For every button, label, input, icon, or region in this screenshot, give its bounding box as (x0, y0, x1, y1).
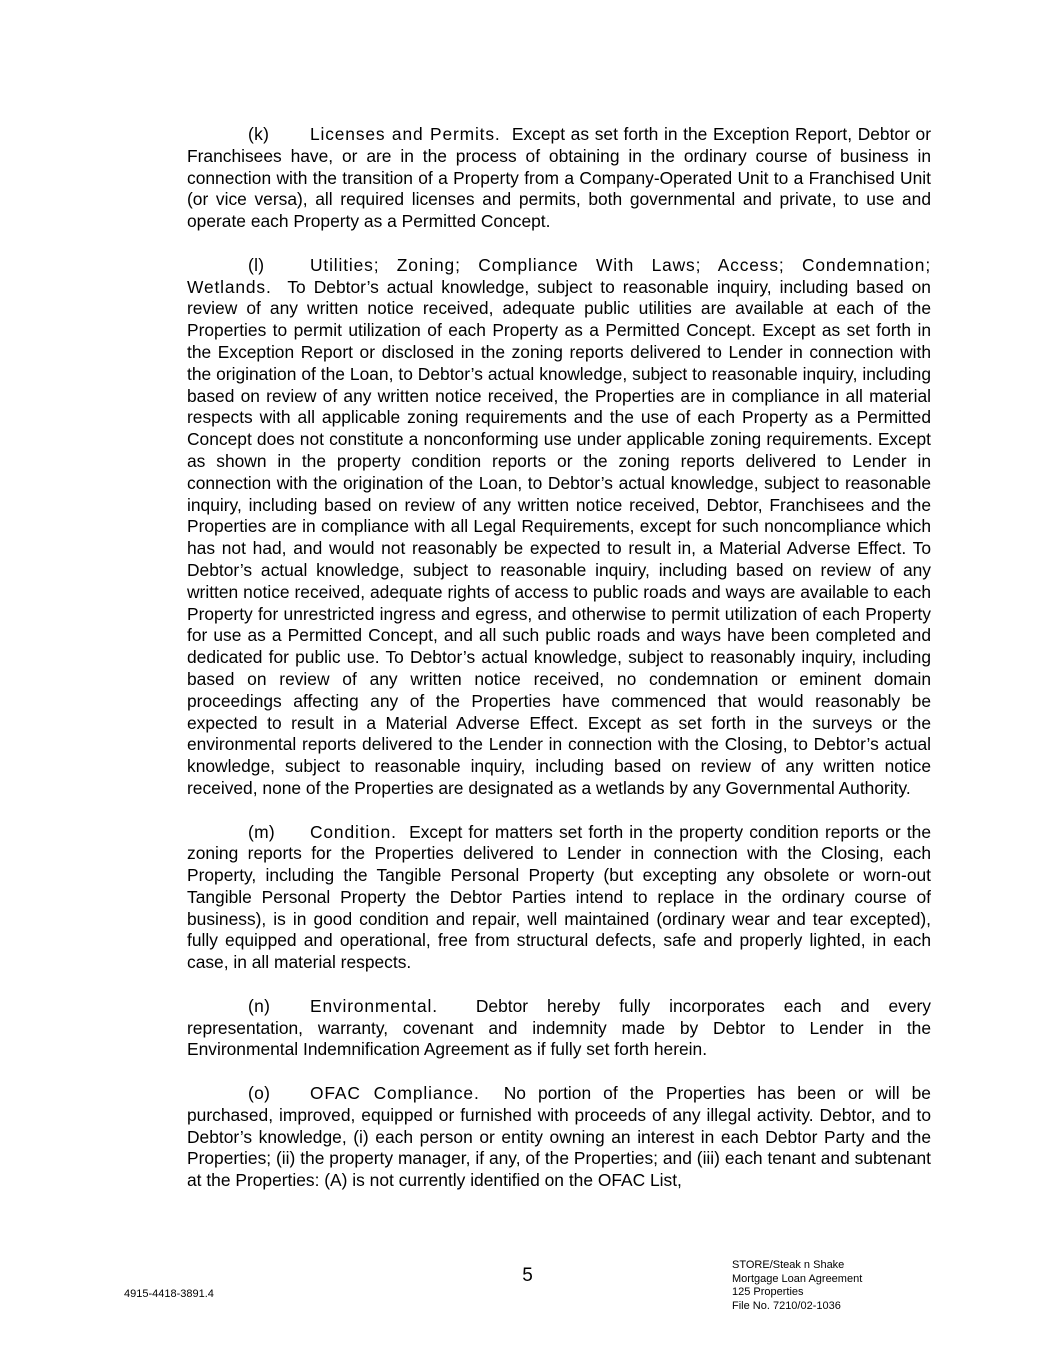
paragraph-heading: OFAC Compliance. (310, 1083, 480, 1104)
document-body (187, 124, 931, 1214)
footer-ref-line: STORE/Steak n Shake (732, 1259, 845, 1271)
paragraph-number: (o) (248, 1083, 271, 1104)
document-id: 4915-4418-3891.4 (124, 1288, 214, 1300)
paragraph-text: Except as set forth in the Exception Report, Debtor or Franchisees have, or are in the process of obtaining in the ordinary course of business in connection with the transition of a Property from a Company-Operated Unit to a Franchised Unit (or vice versa), all required licenses and permits, both governmental and private, to use and operate each Property as a Permitted Concept. (187, 124, 931, 232)
footer-ref-line: 125 Properties (732, 1286, 804, 1298)
paragraph-number: (l) (248, 254, 265, 275)
paragraph-m (187, 822, 931, 975)
footer-ref-line: Mortgage Loan Agreement (732, 1272, 863, 1285)
paragraph-text: No portion of the Properties has been or will be purchased, improved, equipped or furnished with proceeds of any illegal activity. Debtor, and to Debtor’s knowledge, (i) each person or entity owning an interest in each Debtor Party and the Properties; (ii) the property manager, if any, of the Properties; and (iii) each tenant and subtenant at the Properties: (A) is not currently identified on the OFAC List, (187, 1083, 931, 1191)
paragraph-heading: Environmental. (310, 995, 438, 1016)
paragraph-heading: Utilities; Zoning; Compliance With Laws; Access; Condemnation; Wetlands. (187, 254, 931, 297)
paragraph-text: To Debtor’s actual knowledge, subject to reasonable inquiry, including based on review of any written notice received, adequate public utilities are available at each of the Properties to permit utilization of each Property as a Permitted Concept. Except as set forth in the Exception Report or disclosed in the zoning reports delivered to Lender in connection with the origination of the Loan, to Debtor’s actual knowledge, subject to reasonable inquiry, including based on review of any written notice received, the Properties are in compliance in all material respects with all applicable zoning requirements and the use of each Property as a Permitted Concept does not constitute a nonconforming use under applicable zoning requirements. Except as shown in the property condition reports or the zoning reports delivered to Lender in connection with the origination of the Loan, to Debtor’s actual knowledge, subject to reasonable inquiry, including based on review of any written notice received, Debtor, Franchisees and the Properties are in compliance with all Legal Requirements, except for such noncompliance which has not had, and would not reasonably be expected to result in, a Material Adverse Effect. To Debtor’s actual knowledge, subject to reasonable inquiry, including based on review of any written notice received, adequate rights of access to public roads and ways are available to each Property for unrestricted ingress and egress, and otherwise to permit utilization of each Property for use as a Permitted Concept, and all such public roads and ways have been completed and dedicated for public use. To Debtor’s actual knowledge, subject to reasonably inquiry, including based on review of any written notice received, no condemnation or eminent domain proceedings affecting any of the Properties have commenced that would reasonably be expected to result in a Material Adverse Effect. Except as set forth in the surveys or the environmental reports delivered to the Lender in connection with the Closing, to Debtor’s actual knowledge, subject to reasonable inquiry, including based on review of any written notice received, none of the Properties are designated as a wetlands by any Governmental Authority. (187, 276, 931, 798)
paragraph-heading: Licenses and Permits. (310, 124, 501, 144)
paragraph-o (187, 1083, 931, 1192)
paragraph-number: (k) (248, 124, 270, 144)
paragraph-l (187, 255, 931, 800)
paragraph-text: Except for matters set forth in the property condition reports or the zoning reports for the Properties delivered to Lender in connection with the Closing, each Property, including the Tangible Personal Property (but excepting any obsolete or worn-out Tangible Personal Property the Debtor Parties intend to replace in the ordinary course of business), is in good condition and repair, well maintained (ordinary wear and tear excepted), fully equipped and operational, free from structural defects, safe and properly lighted, in each case, in all material respects. (187, 821, 931, 973)
paragraph-n (187, 996, 931, 1061)
paragraph-number: (m) (248, 821, 275, 842)
paragraph-heading: Condition. (310, 821, 397, 842)
paragraph-k (187, 124, 931, 233)
paragraph-number: (n) (248, 995, 271, 1016)
footer-reference (732, 1259, 862, 1313)
paragraph-text: Debtor hereby fully incorporates each and every representation, warranty, covenant and indemnity made by Debtor to Lender in the Environmental Indemnification Agreement as if fully set forth herein. (187, 995, 931, 1060)
footer-ref-line: File No. 7210/02-1036 (732, 1299, 841, 1312)
page-number: 5 (522, 1265, 533, 1286)
